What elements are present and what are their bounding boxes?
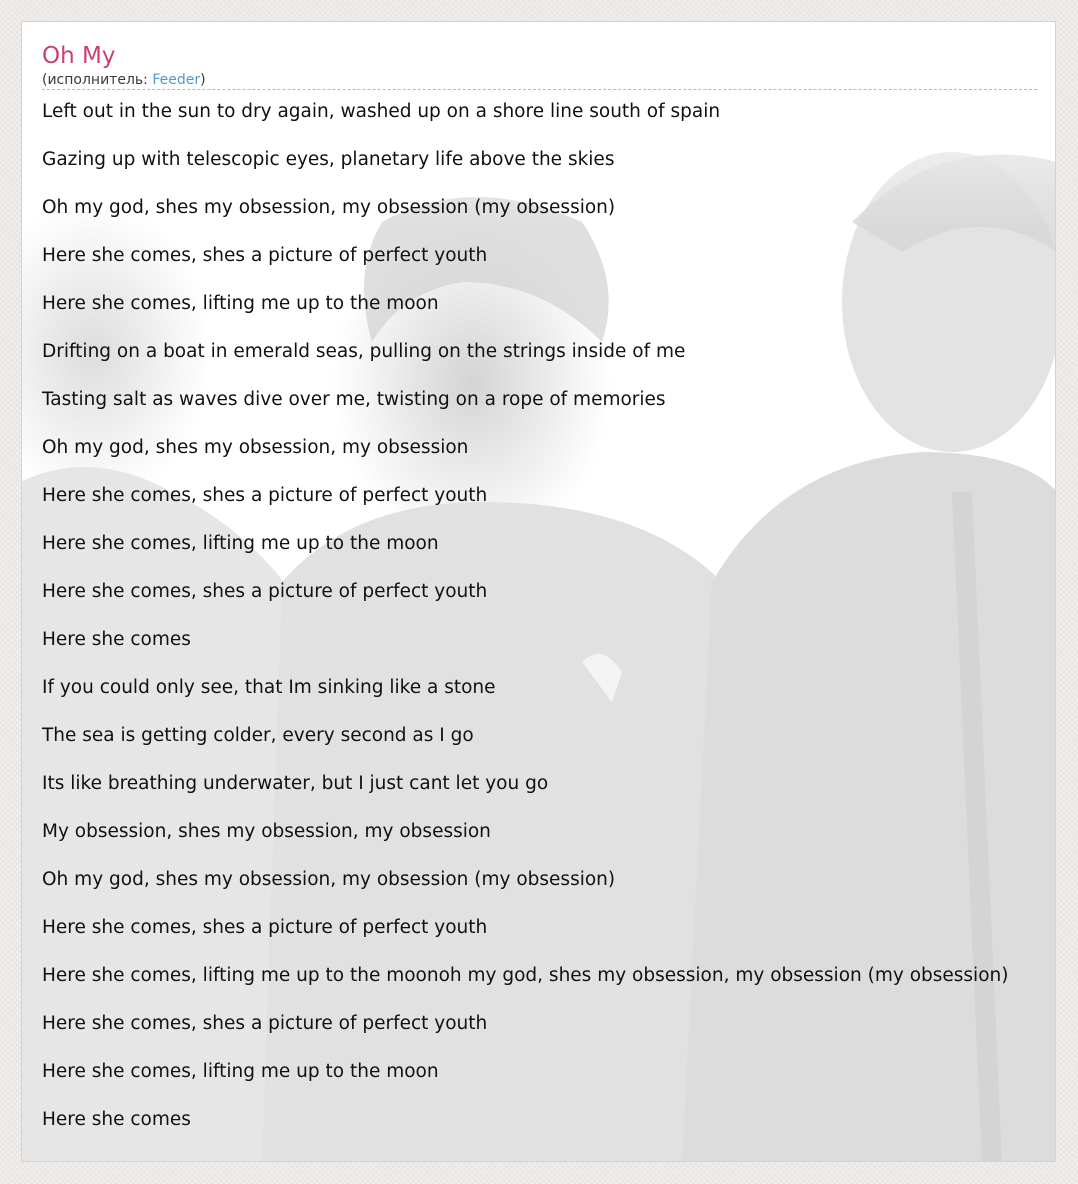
lyric-line: Here she comes <box>42 1109 191 1130</box>
lyric-line: Here she comes, lifting me up to the moon <box>42 533 439 554</box>
lyrics-list <box>42 100 1008 1156</box>
artist-link[interactable]: Feeder <box>152 72 201 88</box>
lyric-line: If you could only see, that Im sinking like a stone <box>42 677 496 698</box>
lyric-line: Here she comes, shes a picture of perfect youth <box>42 581 488 602</box>
lyric-line: Here she comes, lifting me up to the moon <box>42 293 439 314</box>
lyric-line: Here she comes, shes a picture of perfect youth <box>42 485 488 506</box>
title-divider <box>42 89 1037 90</box>
lyric-line: Tasting salt as waves dive over me, twisting on a rope of memories <box>42 389 666 410</box>
lyric-line: Here she comes, lifting me up to the moonoh my god, shes my obsession, my obsession (my obsession) <box>42 965 1009 986</box>
lyric-line: The sea is getting colder, every second as I go <box>42 725 474 746</box>
lyric-line: Here she comes, shes a picture of perfect youth <box>42 1013 488 1034</box>
lyric-line: Left out in the sun to dry again, washed up on a shore line south of spain <box>42 101 721 122</box>
lyric-line: My obsession, shes my obsession, my obsession <box>42 821 491 842</box>
artist-suffix: ) <box>200 72 206 88</box>
lyric-line: Oh my god, shes my obsession, my obsession <box>42 437 469 458</box>
lyric-line: Here she comes, shes a picture of perfect youth <box>42 245 488 266</box>
lyric-line: Gazing up with telescopic eyes, planetary life above the skies <box>42 149 615 170</box>
lyric-line: Here she comes, shes a picture of perfect youth <box>42 917 488 938</box>
lyric-line: Here she comes, lifting me up to the moon <box>42 1061 439 1082</box>
lyric-line: Oh my god, shes my obsession, my obsession (my obsession) <box>42 197 616 218</box>
lyric-line: Drifting on a boat in emerald seas, pulling on the strings inside of me <box>42 341 686 362</box>
lyrics-card <box>21 21 1056 1162</box>
song-title: Oh My <box>42 43 116 69</box>
lyric-line: Here she comes <box>42 629 191 650</box>
lyric-line: Oh my god, shes my obsession, my obsession (my obsession) <box>42 869 616 890</box>
lyric-line: Its like breathing underwater, but I just cant let you go <box>42 773 549 794</box>
artist-line <box>42 71 206 89</box>
artist-prefix: (исполнитель: <box>42 72 153 88</box>
